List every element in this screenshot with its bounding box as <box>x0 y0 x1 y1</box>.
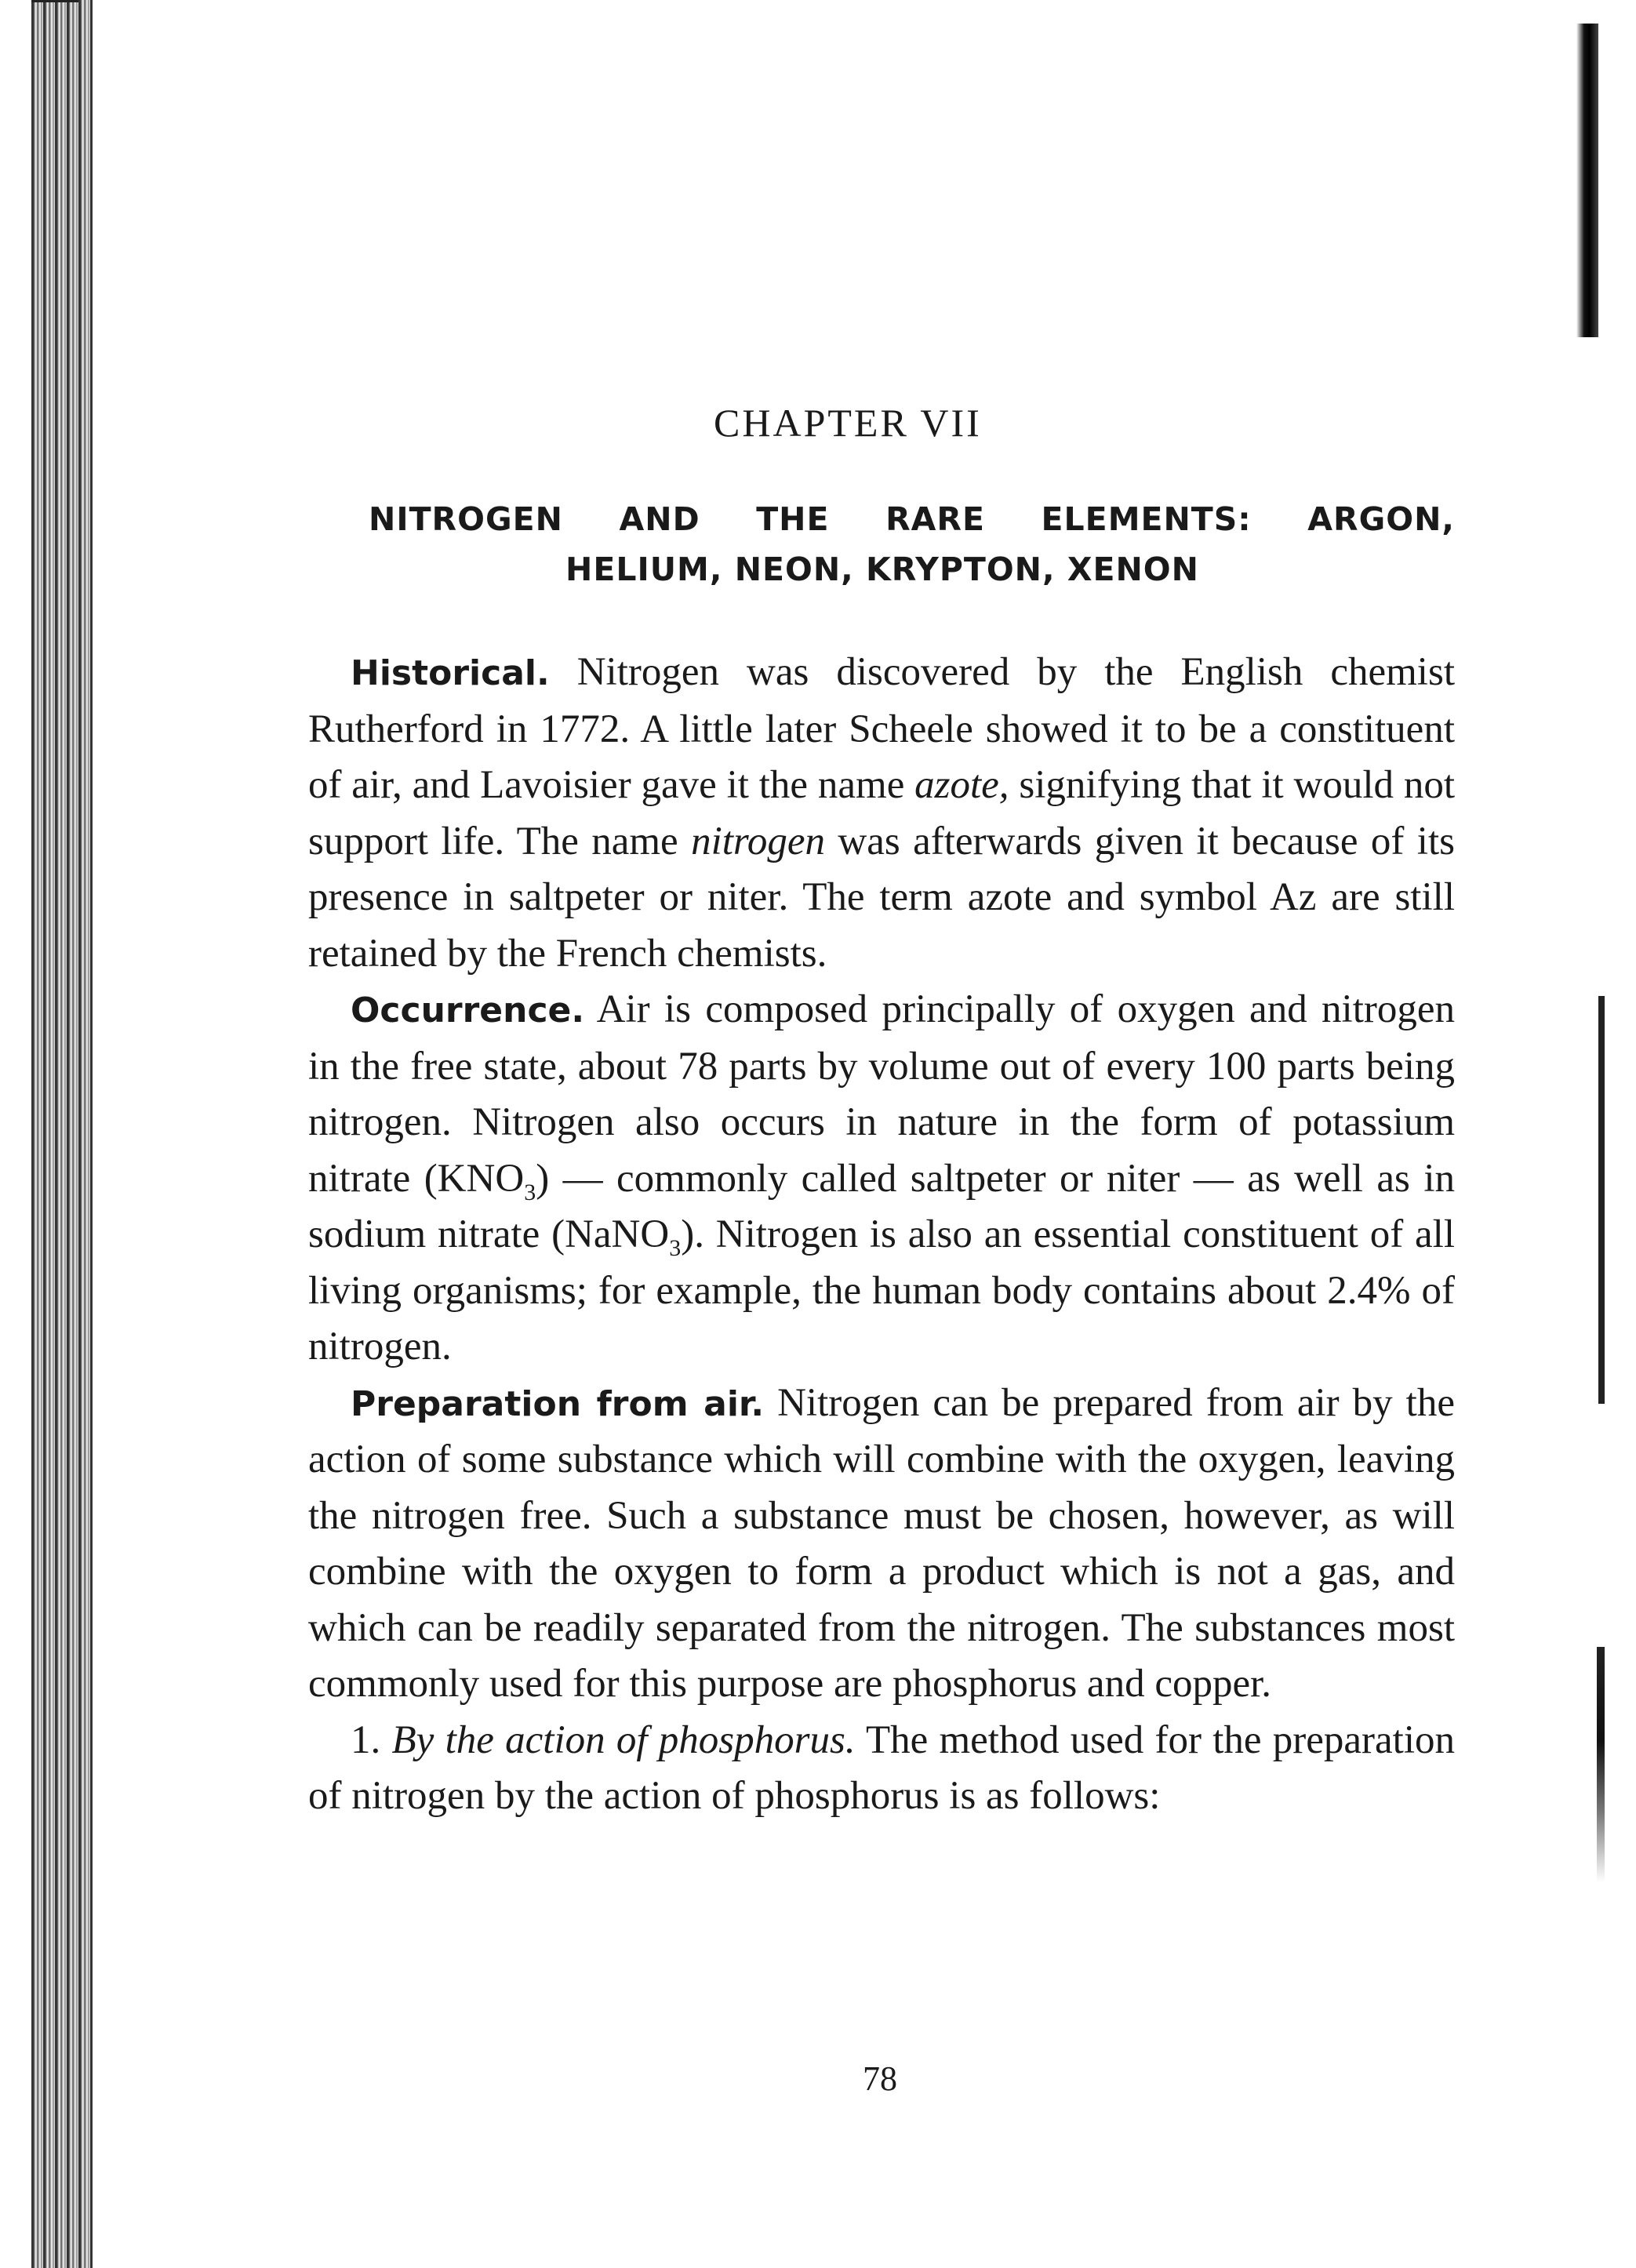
page-edge-left-top <box>31 0 78 12</box>
historical-text-2: signifying that it would not support life. The name <box>308 763 1455 863</box>
occurrence-heading: Occurrence. <box>351 990 585 1030</box>
occurrence-text-1: Air is composed principally of oxygen and nitrogen in the free state, about 78 parts by volume out of every 100 parts being nitrogen. Nitrogen also occurs in nature in the form of potassium nitrate (KNO <box>308 987 1455 1201</box>
page-edge-right-bottom <box>1597 1647 1605 1882</box>
page-edge-right-top <box>1576 24 1598 337</box>
method-text: The method used for the preparation of nitrogen by the action of phosphorus is as follows: <box>308 1717 1455 1818</box>
historical-heading: Historical. <box>351 653 550 693</box>
page-edge-left <box>31 0 93 2268</box>
preparation-text: Nitrogen can be prepared from air by the action of some substance which will combine with the oxygen, leaving the nitrogen free. Such a substance must be chosen, however, as will combine with the oxygen to form a product which is not a gas, and which can be readily separated from the nitrogen. The substances most commonly used for this purpose are phosphorus and copper. <box>308 1380 1455 1706</box>
historical-italic-nitrogen: nitrogen <box>691 819 826 863</box>
page-number: 78 <box>863 2059 897 2098</box>
section-title-line2: HELIUM, NEON, KRYPTON, XENON <box>565 551 1199 588</box>
section-title-line1: NITROGEN AND THE RARE ELEMENTS: ARGON, <box>369 500 1455 538</box>
historical-text-1: Nitrogen was discovered by the English chemist Rutherford in 1772. A little later Scheele showed it to be a constituent of air, and Lavoisier gave it the name <box>308 650 1455 807</box>
paragraph-historical <box>308 645 1455 982</box>
method-italic-heading: By the action of phosphorus. <box>380 1717 856 1762</box>
method-number: 1. <box>351 1717 381 1762</box>
section-title <box>310 494 1455 594</box>
paragraph-method <box>308 1713 1455 1825</box>
occurrence-subscript-1: 3 <box>524 1179 536 1205</box>
body-text <box>308 645 1455 1825</box>
preparation-heading: Preparation from air. <box>351 1383 765 1424</box>
occurrence-text-3: ). Nitrogen is also an essential constituent of all living organisms; for example, the human body contains about 2.4% of nitrogen. <box>308 1212 1456 1368</box>
chapter-title: CHAPTER VII <box>714 401 982 445</box>
occurrence-text-2: ) — commonly called saltpeter or niter — as well as in sodium nitrate (NaNO <box>308 1156 1455 1256</box>
occurrence-subscript-2: 3 <box>669 1235 682 1262</box>
historical-text-3: was afterwards given it because of its presence in saltpeter or niter. The term azote and symbol Az are still retained by the French chemists. <box>308 819 1455 976</box>
historical-italic-azote: azote, <box>914 763 1009 807</box>
paragraph-preparation <box>308 1376 1455 1713</box>
page-edge-right-middle <box>1598 996 1605 1404</box>
paragraph-occurrence <box>308 982 1455 1376</box>
